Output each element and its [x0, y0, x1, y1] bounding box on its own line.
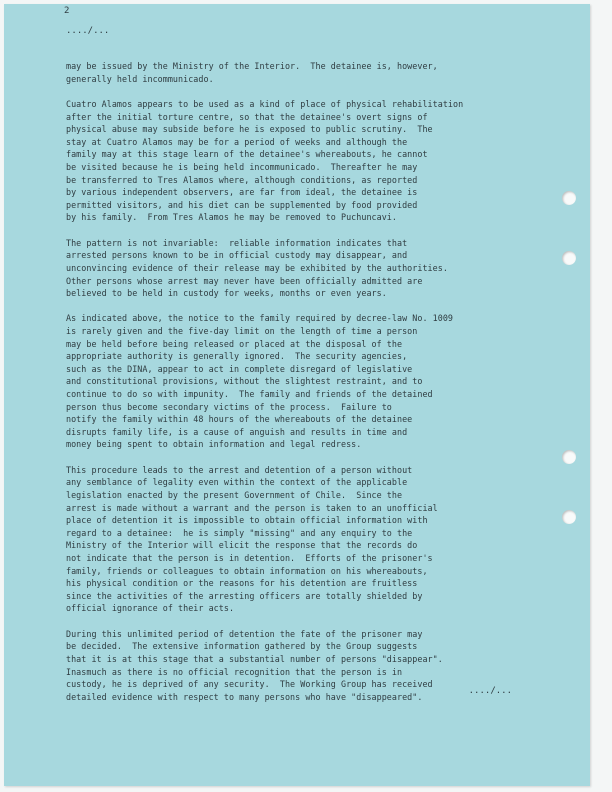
continuation-marker-bottom: ..../...: [468, 686, 512, 696]
text-line: custody, he is deprived of any security. The Working Group has received: [66, 679, 433, 690]
document-page: [4, 4, 590, 786]
text-line: regard to a detainee: he is simply "missing" and any enquiry to the: [66, 527, 413, 538]
paragraph-1: [66, 60, 544, 85]
continuation-marker-top: ..../...: [66, 26, 110, 36]
text-line: not indicate that the person is in detention. Efforts of the prisoner's: [66, 552, 433, 563]
punch-hole: [562, 510, 576, 524]
text-line: money being spent to obtain information and legal redress.: [66, 439, 362, 450]
text-line: person thus become secondary victims of the process. Failure to: [66, 401, 392, 412]
text-line: by various independent observers, are far from ideal, the detainee is: [66, 187, 418, 198]
paragraph-4: [66, 312, 544, 451]
text-line: family, friends or colleagues to obtain information on his whereabouts,: [66, 565, 428, 576]
text-line: may be issued by the Ministry of the Interior. The detainee is, however,: [66, 61, 438, 71]
text-line: The pattern is not invariable: reliable information indicates that: [66, 237, 408, 248]
text-line: and constitutional provisions, without the slightest restraint, and to: [66, 376, 423, 387]
text-line: family may at this stage learn of the detainee's whereabouts, he cannot: [66, 149, 428, 160]
text-line: legislation enacted by the present Government of Chile. Since the: [66, 490, 403, 500]
text-line: permitted visitors, and his diet can be supplemented by food provided: [66, 199, 418, 210]
text-line: physical abuse may subside before he is exposed to public scrutiny. The: [66, 124, 433, 135]
text-line: Ministry of the Interior will elicit the response that the records do: [66, 540, 418, 551]
text-line: detailed evidence with respect to many persons who have "disappeared".: [66, 691, 423, 702]
text-line: be decided. The extensive information gathered by the Group suggests: [66, 641, 418, 652]
text-line: believed to be held in custody for weeks, months or even years.: [66, 288, 387, 299]
paragraph-5: [66, 464, 544, 615]
text-line: This procedure leads to the arrest and detention of a person without: [66, 464, 413, 475]
text-line: appropriate authority is generally ignored. The security agencies,: [66, 351, 408, 362]
text-line: stay at Cuatro Alamos may be for a period of weeks and although the: [66, 136, 408, 147]
text-line: since the activities of the arresting officers are totally shielded by: [66, 590, 423, 601]
text-line: disrupts family life, is a cause of anguish and results in time and: [66, 426, 408, 437]
text-line: arrest is made without a warrant and the person is taken to an unofficial: [66, 502, 438, 513]
text-line: During this unlimited period of detention the fate of the prisoner may: [66, 628, 423, 639]
text-line: unconvincing evidence of their release may be exhibited by the authorities.: [66, 262, 448, 273]
text-line: continue to do so with impunity. The family and friends of the detained: [66, 389, 433, 400]
text-line: be visited because he is being held incommunicado. Thereafter he may: [66, 161, 418, 172]
punch-hole: [562, 251, 576, 265]
text-line: place of detention it is impossible to obtain official information with: [66, 515, 428, 526]
text-line: such as the DINA, appear to act in complete disregard of legislative: [66, 363, 413, 374]
document-body: [66, 60, 544, 716]
text-line: may be held before being released or placed at the disposal of the: [66, 338, 403, 349]
paragraph-2: [66, 98, 544, 224]
text-line: any semblance of legality even within the context of the applicable: [66, 477, 408, 488]
text-line: that it is at this stage that a substantial number of persons "disappear".: [66, 653, 443, 664]
text-line: Inasmuch as there is no official recognition that the person is in: [66, 666, 403, 677]
text-line: official ignorance of their acts.: [66, 603, 235, 614]
text-line: after the initial torture centre, so that the detainee's overt signs of: [66, 111, 428, 122]
punch-hole: [562, 191, 576, 205]
page-number: 2: [64, 6, 70, 16]
text-line: notify the family within 48 hours of the whereabouts of the detainee: [66, 414, 413, 425]
text-line: As indicated above, the notice to the family required by decree-law No. 1009: [66, 313, 454, 324]
text-line: by his family. From Tres Alamos he may be removed to Puchuncavi.: [66, 212, 397, 223]
text-line: arrested persons known to be in official custody may disappear, and: [66, 250, 408, 261]
text-line: his physical condition or the reasons for his detention are fruitless: [66, 578, 418, 589]
text-line: be transferred to Tres Alamos where, although conditions, as reported: [66, 174, 418, 185]
text-line: is rarely given and the five-day limit on the length of time a person: [66, 326, 418, 337]
paragraph-3: [66, 237, 544, 300]
text-line: Other persons whose arrest may never have been officially admitted are: [66, 275, 423, 286]
punch-hole: [562, 450, 576, 464]
text-line: Cuatro Alamos appears to be used as a kind of place of physical rehabilitation: [66, 98, 464, 109]
text-line: generally held incommunicado.: [66, 73, 214, 84]
